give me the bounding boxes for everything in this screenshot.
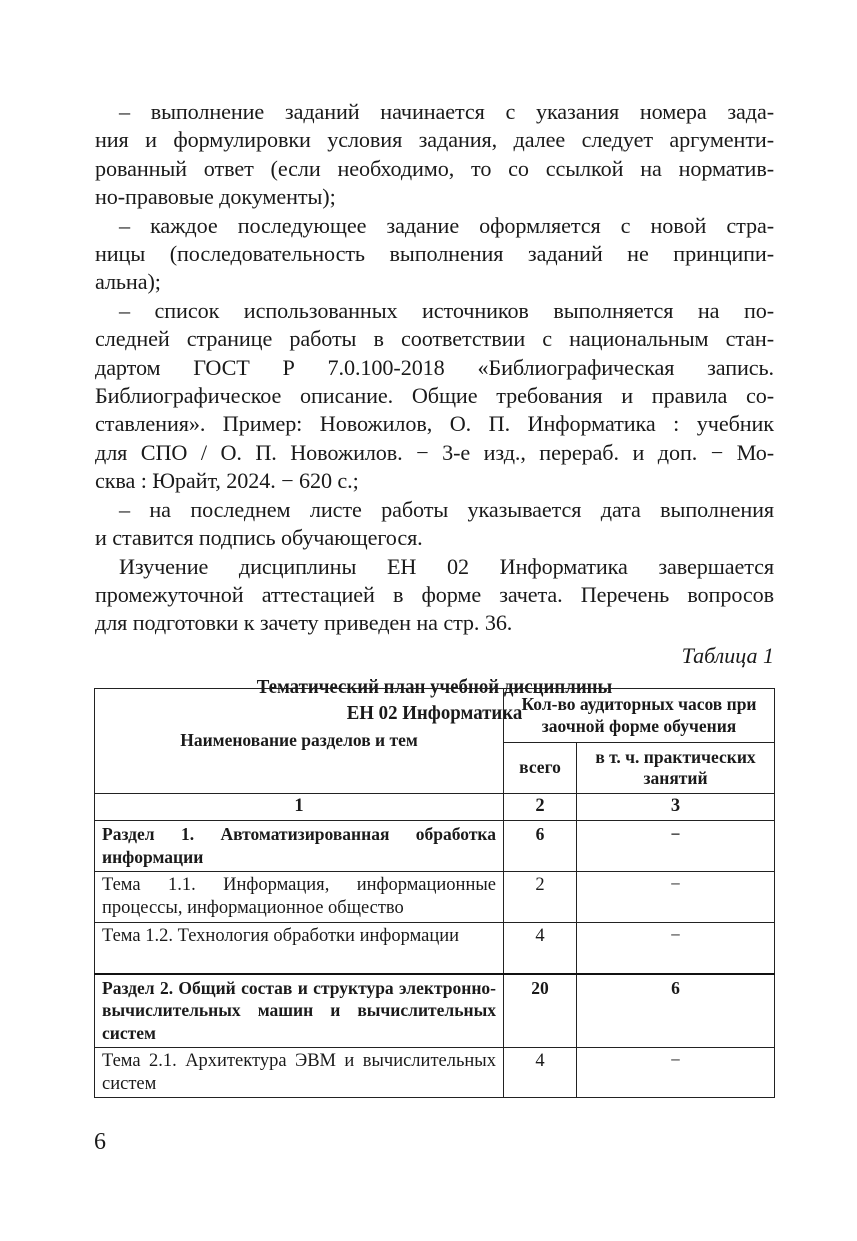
column-number: 3 [577,794,775,821]
text-line: ницы (последовательность выполнения заданий не принципи- [95,241,774,267]
row-name: Раздел 2. Общий состав и структура электронно-вычислительных машин и вычислительных систем [95,974,504,1048]
paragraph-sources-list [95,297,774,496]
paragraph-exam-info [95,553,774,638]
table-caption: Таблица 1 [681,642,774,668]
row-total: 6 [504,821,577,872]
row-name: Тема 2.1. Архитектура ЭВМ и вычислительных систем [95,1048,504,1098]
text-line: сква : Юрайт, 2024. − 620 с.; [95,468,359,494]
paragraph-new-page [95,212,774,297]
text-line: рованный ответ (если необходимо, то со ссылкой на норматив- [95,155,774,181]
table-title-line-1: Тематический план учебной дисциплины [256,675,613,698]
text-line: ния и формулировки условия задания, далее следует аргументи- [95,127,774,153]
table-row [95,1048,775,1098]
text-line: альна); [95,269,161,295]
column-number: 1 [95,794,504,821]
row-total: 2 [504,872,577,923]
row-practice: 6 [577,974,775,1048]
row-name: Тема 1.2. Технология обработки информации [95,923,504,974]
text-line: дартом ГОСТ Р 7.0.100-2018 «Библиографическая запись. [95,354,774,380]
row-total: 20 [504,974,577,1048]
text-line: Изучение дисциплины ЕН 02 Информатика завершается [119,553,774,579]
row-total: 4 [504,1048,577,1098]
text-line: – на последнем листе работы указывается дата выполнения [119,496,774,522]
text-line: и ставится подпись обучающегося. [95,525,423,551]
paragraph-task-format [95,98,774,212]
text-line: Библиографическое описание. Общие требования и правила со- [95,383,774,409]
text-line: для СПО / О. П. Новожилов. − 3-е изд., перераб. и доп. − Мо- [95,439,774,465]
row-practice: − [577,923,775,974]
header-total: всего [504,743,577,794]
row-practice: − [577,1048,775,1098]
row-practice: − [577,872,775,923]
page-body [95,98,774,726]
text-line: – список использованных источников выполняется на по- [119,297,774,323]
text-line: – выполнение заданий начинается с указания номера зада- [119,99,774,124]
text-line: следней странице работы в соответствии с национальным стан- [95,326,774,352]
text-line: промежуточной аттестацией в форме зачета. Перечень вопросов [95,581,774,607]
row-name: Раздел 1. Автоматизированная обработка информации [95,821,504,872]
header-name-column: Наименование разделов и тем [95,689,504,794]
header-hours-group: Кол-во аудиторных часов при заочной форме обучения [504,689,775,743]
table-row [95,974,775,1048]
table-row [95,872,775,923]
row-name: Тема 1.1. Информация, информационные процессы, информационное общество [95,872,504,923]
table-title-line-2: ЕН 02 Информатика [346,701,523,724]
header-practice: в т. ч. практических занятий [577,743,775,794]
text-line: для подготовки к зачету приведен на стр. 36. [95,610,513,636]
text-line: ставления». Пример: Новожилов, О. П. Информатика : учебник [95,411,774,437]
paragraph-signature [95,496,774,553]
row-total: 4 [504,923,577,974]
table-row [95,923,775,974]
column-number: 2 [504,794,577,821]
table-row [95,821,775,872]
row-practice: − [577,821,775,872]
text-line: – каждое последующее задание оформляется с новой стра- [119,212,774,238]
text-line: но-правовые документы); [95,184,336,210]
page-number: 6 [94,1129,106,1155]
thematic-plan-table [94,688,775,1098]
